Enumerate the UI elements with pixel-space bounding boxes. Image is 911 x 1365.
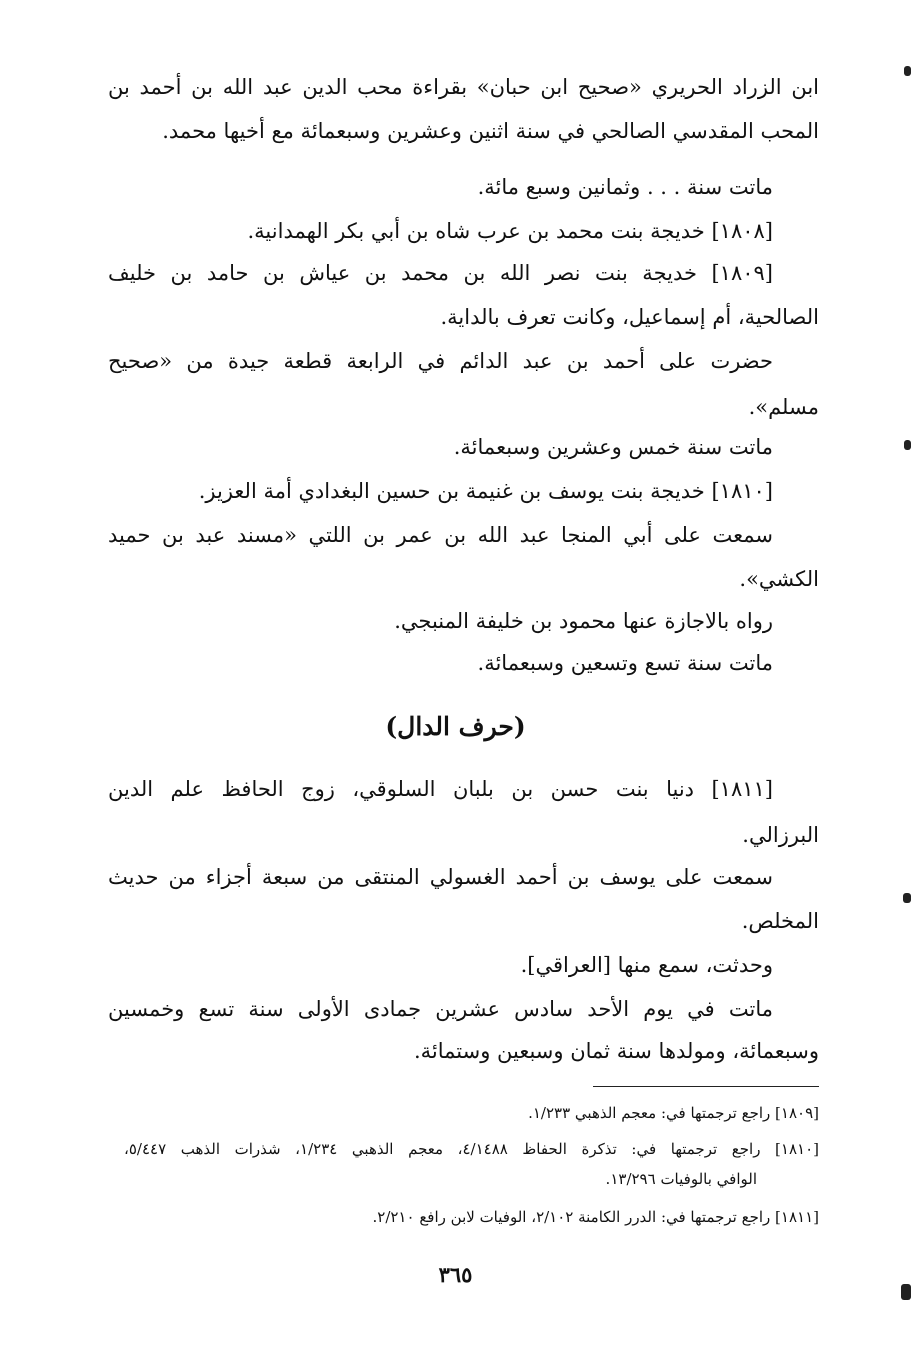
text-line: سمعت على أبي المنجا عبد الله بن عمر بن اللتي «مسند عبد بن حميد	[108, 523, 773, 547]
scan-edge-mark	[904, 440, 911, 450]
text-line: ماتت سنة . . . وثمانين وسبع مائة.	[477, 175, 773, 199]
text-line: ماتت سنة خمس وعشرين وسبعمائة.	[453, 435, 773, 459]
text-line: سمعت على يوسف بن أحمد الغسولي المنتقى من سبعة أجزاء من حديث	[108, 865, 773, 889]
text-line: رواه بالاجازة عنها محمود بن خليفة المنبجي.	[394, 609, 773, 633]
footnote-1811: [١٨١١] راجع ترجمتها في: الدرر الكامنة ٢/١٠٢، الوفيات لابن رافع ٢/٢١٠.	[372, 1208, 819, 1226]
section-heading: (حرف الدال)	[385, 712, 526, 741]
text-line: المحب المقدسي الصالحي في سنة اثنين وعشرين وسبعمائة مع أخيها محمد.	[162, 119, 819, 143]
entry-1810: [١٨١٠] خديجة بنت يوسف بن غنيمة بن حسين البغدادي أمة العزيز.	[198, 479, 773, 503]
text-line: ماتت في يوم الأحد سادس عشرين جمادى الأولى سنة تسع وخمسين	[108, 997, 773, 1021]
scan-edge-mark	[901, 1284, 911, 1300]
text-line: الصالحية، أم إسماعيل، وكانت تعرف بالداية.	[440, 305, 819, 329]
text-line: ابن الزراد الحريري «صحيح ابن حبان» بقراءة محب الدين عبد الله بن أحمد بن	[108, 75, 819, 99]
scan-edge-mark	[904, 66, 911, 76]
text-line: المخلص.	[741, 909, 819, 933]
text-line: حضرت على أحمد بن عبد الدائم في الرابعة قطعة جيدة من «صحيح	[108, 349, 773, 373]
text-line: مسلم».	[748, 395, 819, 419]
footnote-divider	[593, 1086, 819, 1087]
page-number: ٣٦٥	[438, 1262, 473, 1287]
text-line: ماتت سنة تسع وتسعين وسبعمائة.	[477, 651, 773, 675]
text-line: وسبعمائة، ومولدها سنة ثمان وسبعين وستمائة.	[413, 1039, 819, 1063]
entry-1811: [١٨١١] دنيا بنت حسن بن بلبان السلوقي، زوج الحافظ علم الدين	[108, 777, 773, 801]
footnote-1809: [١٨٠٩] راجع ترجمتها في: معجم الذهبي ١/٢٣٣.	[528, 1104, 819, 1122]
text-line: البرزالي.	[742, 823, 819, 847]
entry-1809: [١٨٠٩] خديجة بنت نصر الله بن محمد بن عياش بن حامد بن خليف	[108, 261, 773, 285]
footnote-1810-cont: الوافي بالوفيات ١٣/٢٩٦.	[605, 1170, 757, 1188]
text-line: وحدثت، سمع منها [العراقي].	[520, 953, 773, 977]
entry-1808: [١٨٠٨] خديجة بنت محمد بن عرب شاه بن أبي بكر الهمدانية.	[247, 219, 773, 243]
footnote-1810: [١٨١٠] راجع ترجمتها في: تذكرة الحفاظ ٤/١٤٨٨، معجم الذهبي ١/٢٣٤، شذرات الذهب ٥/٤٤٧،	[124, 1140, 819, 1158]
text-line: الكشي».	[739, 567, 819, 591]
scan-edge-mark	[903, 893, 911, 903]
